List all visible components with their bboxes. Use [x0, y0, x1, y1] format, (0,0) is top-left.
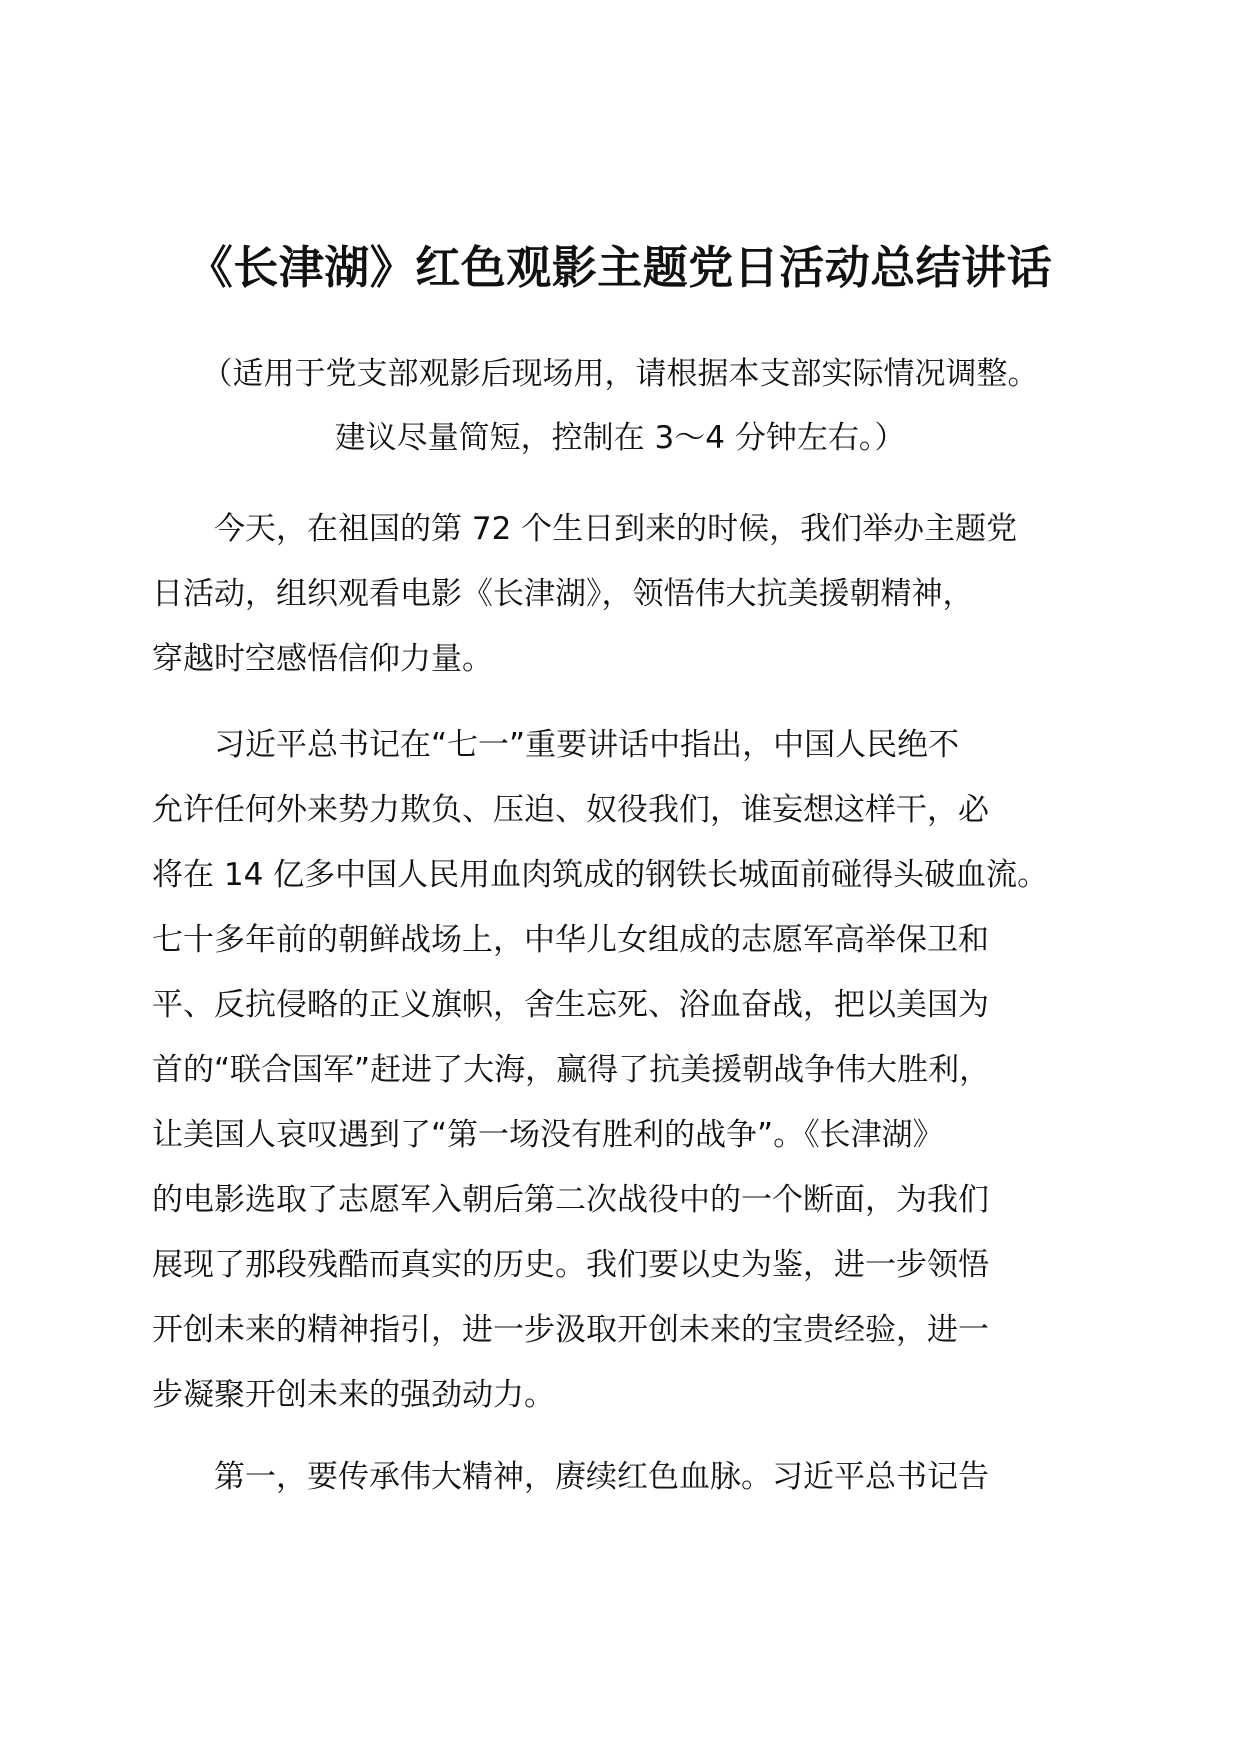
paragraph-line: 今天，在祖国的第 72 个生日到来的时候，我们举办主题党	[152, 511, 1018, 547]
paragraph-line: 展现了那段残酷而真实的历史。我们要以史为鉴，进一步领悟	[152, 1247, 989, 1283]
paragraph-line: 将在 14 亿多中国人民用血肉筑成的钢铁长城面前碰得头破血流。	[152, 857, 1049, 893]
paragraph-line: 的电影选取了志愿军入朝后第二次战役中的一个断面，为我们	[152, 1182, 989, 1218]
paragraph-line: 让美国人哀叹遇到了“第一场没有胜利的战争”。《长津湖》	[152, 1117, 944, 1153]
paragraph-line: 习近平总书记在“七一”重要讲话中指出，中国人民绝不	[152, 727, 960, 763]
paragraph-line: 步凝聚开创未来的强劲动力。	[152, 1377, 555, 1413]
paragraph-line: 穿越时空感悟信仰力量。	[152, 641, 493, 677]
usage-note-line-1: （适用于党支部观影后现场用，请根据本支部实际情况调整。	[201, 356, 1039, 392]
usage-note-line-2: 建议尽量简短，控制在 3～4 分钟左右。）	[334, 420, 906, 456]
paragraph-line: 七十多年前的朝鲜战场上，中华儿女组成的志愿军高举保卫和	[152, 922, 989, 958]
paragraph-line: 日活动，组织观看电影《长津湖》，领悟伟大抗美援朝精神，	[152, 576, 974, 612]
document-title: 《长津湖》红色观影主题党日活动总结讲话	[187, 241, 1053, 294]
paragraph-line: 允许任何外来势力欺负、压迫、奴役我们，谁妄想这样干，必	[152, 792, 989, 828]
paragraph-line: 第一，要传承伟大精神，赓续红色血脉。习近平总书记告	[152, 1459, 989, 1495]
paragraph-3	[152, 1445, 1092, 1510]
paragraph-1	[152, 497, 1092, 692]
paragraph-line: 开创未来的精神指引，进一步汲取开创未来的宝贵经验，进一	[152, 1312, 989, 1348]
paragraph-line: 平、反抗侵略的正义旗帜，舍生忘死、浴血奋战，把以美国为	[152, 987, 989, 1023]
paragraph-line: 首的“联合国军”赶进了大海，赢得了抗美援朝战争伟大胜利，	[152, 1052, 991, 1088]
paragraph-2	[152, 713, 1092, 1428]
